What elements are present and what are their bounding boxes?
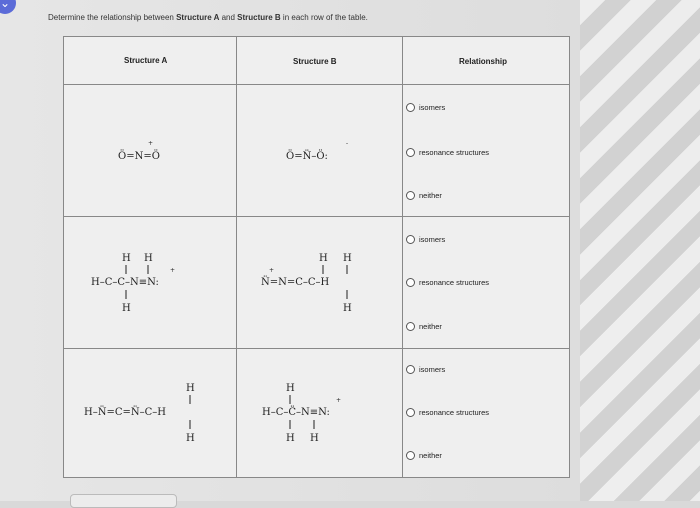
charge-minus: - — [346, 140, 349, 147]
molecule-text: Ö=N̈–Ö: — [286, 151, 328, 162]
radio-icon[interactable] — [406, 451, 415, 460]
molecule-text: H–N̈=C=N̈–C–H — [84, 407, 167, 418]
row-1-option-isomers[interactable]: isomers — [406, 103, 445, 112]
svg-text:H: H — [122, 253, 131, 264]
row-3-option-isomers[interactable]: isomers — [406, 365, 445, 374]
radio-icon[interactable] — [406, 365, 415, 374]
svg-text:H: H — [144, 253, 153, 264]
svg-text:H: H — [286, 433, 295, 444]
molecule-text: H–C–C–N≡N: — [91, 277, 159, 288]
instruction-text: Determine the relationship between Structure A and Structure B in each row of the table. — [48, 13, 368, 22]
header-relationship: Relationship — [459, 57, 508, 66]
row-3-option-resonance[interactable]: resonance structures — [406, 408, 489, 417]
charge-plus: + — [336, 397, 342, 404]
svg-text:H: H — [286, 383, 295, 394]
charge-plus: + — [148, 140, 154, 147]
svg-text:H: H — [310, 433, 319, 444]
row-divider — [64, 84, 569, 85]
screen-glare — [580, 0, 700, 501]
radio-icon[interactable] — [406, 278, 415, 287]
svg-text:H: H — [343, 303, 352, 314]
structure-a-row-1 — [116, 137, 196, 177]
row-1-option-neither[interactable]: neither — [406, 191, 442, 200]
molecule-text: H–C–C̈–N≡N: — [262, 407, 330, 418]
column-divider — [236, 37, 237, 477]
molecule-text: N̈=N=C–C–H — [261, 277, 330, 288]
row-2-option-neither[interactable]: neither — [406, 322, 442, 331]
svg-text:H: H — [186, 433, 195, 444]
header-structure-b: Structure B — [293, 57, 337, 66]
svg-text:H: H — [122, 303, 131, 314]
relationship-table — [63, 36, 570, 478]
row-3-option-neither[interactable]: neither — [406, 451, 442, 460]
radio-icon[interactable] — [406, 322, 415, 331]
radio-icon[interactable] — [406, 235, 415, 244]
svg-text:H: H — [319, 253, 328, 264]
svg-text:H: H — [343, 253, 352, 264]
radio-icon[interactable] — [406, 103, 415, 112]
row-2-option-isomers[interactable]: isomers — [406, 235, 445, 244]
molecule-text: Ö=N=Ö — [118, 151, 160, 162]
header-structure-a: Structure A — [124, 56, 168, 65]
radio-icon[interactable] — [406, 191, 415, 200]
charge-plus: + — [170, 267, 176, 274]
structure-b-row-2 — [259, 247, 399, 327]
charge-plus: + — [269, 267, 275, 274]
row-2-option-resonance[interactable]: resonance structures — [406, 278, 489, 287]
structure-b-row-3 — [260, 377, 410, 457]
row-divider — [64, 348, 569, 349]
radio-icon[interactable] — [406, 148, 415, 157]
bottom-button[interactable] — [70, 494, 177, 508]
row-divider — [64, 216, 569, 217]
chevron-down-icon[interactable]: ⌄ — [0, 0, 16, 14]
structure-b-row-1 — [284, 137, 374, 177]
row-1-option-resonance[interactable]: resonance structures — [406, 148, 489, 157]
svg-text:H: H — [186, 383, 195, 394]
structure-a-row-2 — [89, 247, 229, 317]
radio-icon[interactable] — [406, 408, 415, 417]
structure-a-row-3 — [82, 377, 232, 457]
